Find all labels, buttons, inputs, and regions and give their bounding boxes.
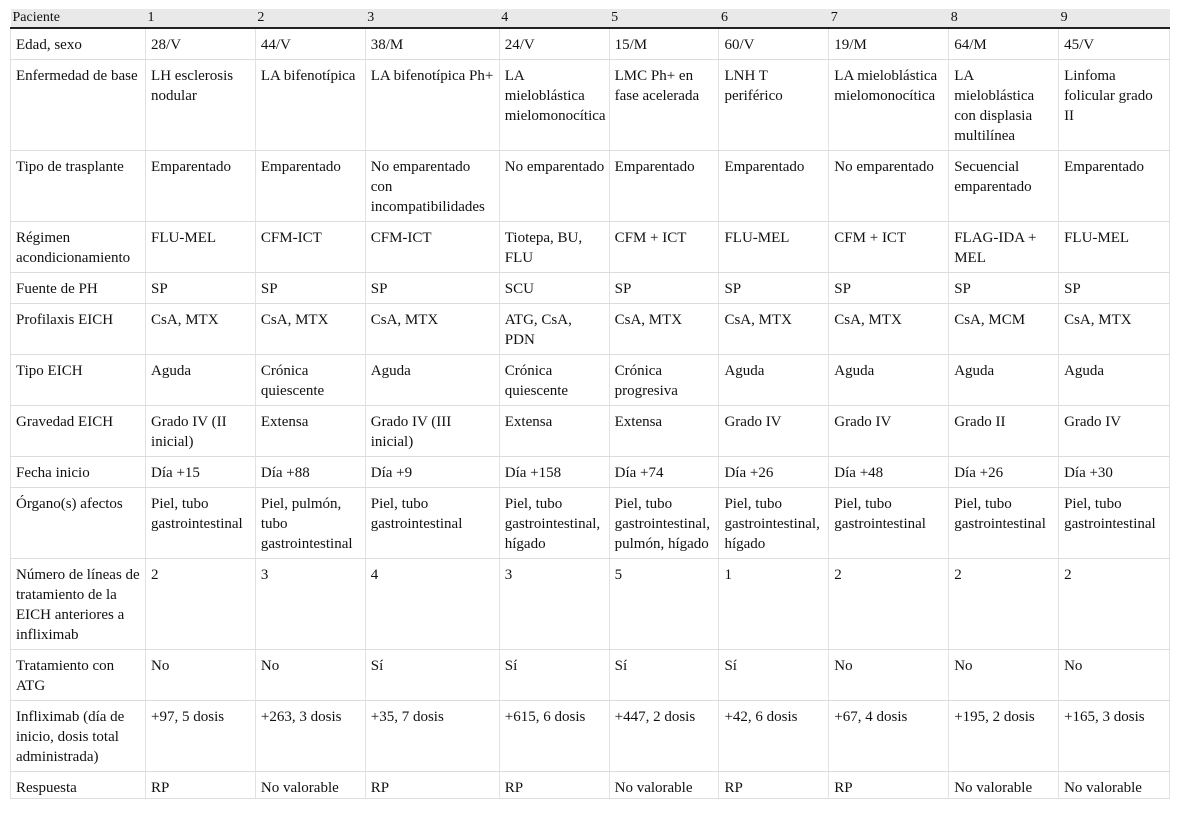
table-cell: Día +15: [146, 457, 256, 488]
row-label: Régimen acondicionamiento: [11, 222, 146, 273]
table-cell: Emparentado: [719, 151, 829, 222]
table-cell: No valorable: [1059, 772, 1170, 799]
table-cell: Día +26: [719, 457, 829, 488]
table-cell: Extensa: [499, 406, 609, 457]
table-cell: No: [829, 650, 949, 701]
table-cell: Grado IV (II inicial): [146, 406, 256, 457]
table-cell: 64/M: [949, 28, 1059, 60]
table-cell: Piel, tubo gastrointestinal, hígado: [719, 488, 829, 559]
table-cell: Crónica quiescente: [499, 355, 609, 406]
table-cell: No valorable: [255, 772, 365, 799]
table-cell: SP: [365, 273, 499, 304]
header-cell: 1: [146, 9, 256, 28]
table-cell: SP: [146, 273, 256, 304]
table-cell: Aguda: [829, 355, 949, 406]
table-cell: 3: [255, 559, 365, 650]
table-cell: 15/M: [609, 28, 719, 60]
table-cell: No emparentado: [499, 151, 609, 222]
table-body: [11, 28, 1170, 799]
table-cell: 38/M: [365, 28, 499, 60]
table-row: [11, 457, 1170, 488]
table-cell: 19/M: [829, 28, 949, 60]
table-cell: SP: [1059, 273, 1170, 304]
table-cell: Sí: [499, 650, 609, 701]
header-cell: 4: [499, 9, 609, 28]
table-cell: +42, 6 dosis: [719, 701, 829, 772]
table-row: [11, 60, 1170, 151]
table-cell: 3: [499, 559, 609, 650]
patient-table: [10, 9, 1170, 799]
header-cell: 2: [255, 9, 365, 28]
table-row: [11, 488, 1170, 559]
table-cell: LNH T periférico: [719, 60, 829, 151]
table-row: [11, 406, 1170, 457]
table-cell: Grado IV (III inicial): [365, 406, 499, 457]
table-cell: No: [949, 650, 1059, 701]
table-cell: SP: [949, 273, 1059, 304]
table-cell: Grado IV: [829, 406, 949, 457]
header-cell: 7: [829, 9, 949, 28]
table-cell: LA bifenotípica: [255, 60, 365, 151]
table-cell: CsA, MTX: [1059, 304, 1170, 355]
table-cell: FLU-MEL: [146, 222, 256, 273]
table-cell: 2: [146, 559, 256, 650]
table-cell: 28/V: [146, 28, 256, 60]
table-cell: FLAG-IDA + MEL: [949, 222, 1059, 273]
table-cell: +97, 5 dosis: [146, 701, 256, 772]
table-cell: 2: [949, 559, 1059, 650]
table-cell: SP: [255, 273, 365, 304]
table-cell: +447, 2 dosis: [609, 701, 719, 772]
row-label: Edad, sexo: [11, 28, 146, 60]
table-row: [11, 650, 1170, 701]
header-cell: 5: [609, 9, 719, 28]
table-cell: No: [255, 650, 365, 701]
table-cell: CsA, MTX: [146, 304, 256, 355]
header-cell: Paciente: [11, 9, 146, 28]
table-cell: +165, 3 dosis: [1059, 701, 1170, 772]
table-cell: No valorable: [949, 772, 1059, 799]
row-label: Tipo de trasplante: [11, 151, 146, 222]
table-cell: ATG, CsA, PDN: [499, 304, 609, 355]
header-cell: 8: [949, 9, 1059, 28]
table-cell: RP: [146, 772, 256, 799]
table-cell: 24/V: [499, 28, 609, 60]
header-cell: 6: [719, 9, 829, 28]
table-cell: Emparentado: [609, 151, 719, 222]
table-cell: Sí: [719, 650, 829, 701]
table-cell: LA mieloblástica mielomonocítica: [829, 60, 949, 151]
row-label: Órgano(s) afectos: [11, 488, 146, 559]
table-cell: Sí: [365, 650, 499, 701]
table-cell: Grado IV: [1059, 406, 1170, 457]
table-cell: +35, 7 dosis: [365, 701, 499, 772]
row-label: Tipo EICH: [11, 355, 146, 406]
table-cell: Piel, tubo gastrointestinal: [829, 488, 949, 559]
table-cell: CsA, MTX: [255, 304, 365, 355]
table-row: [11, 701, 1170, 772]
table-cell: Día +30: [1059, 457, 1170, 488]
table-cell: CsA, MTX: [719, 304, 829, 355]
table-cell: SCU: [499, 273, 609, 304]
table-cell: +615, 6 dosis: [499, 701, 609, 772]
table-cell: Crónica progresiva: [609, 355, 719, 406]
table-cell: Día +88: [255, 457, 365, 488]
table-cell: Grado II: [949, 406, 1059, 457]
table-cell: SP: [719, 273, 829, 304]
table-cell: Tiotepa, BU, FLU: [499, 222, 609, 273]
table-row: [11, 151, 1170, 222]
table-cell: CFM-ICT: [365, 222, 499, 273]
table-cell: Día +9: [365, 457, 499, 488]
table-cell: CsA, MTX: [829, 304, 949, 355]
table-cell: Día +74: [609, 457, 719, 488]
table-row: [11, 304, 1170, 355]
table-cell: FLU-MEL: [1059, 222, 1170, 273]
table-cell: Día +48: [829, 457, 949, 488]
table-cell: SP: [609, 273, 719, 304]
table-cell: 2: [829, 559, 949, 650]
table-cell: Aguda: [365, 355, 499, 406]
header-row: [11, 9, 1170, 28]
table-cell: Aguda: [719, 355, 829, 406]
table-cell: RP: [365, 772, 499, 799]
table-cell: 45/V: [1059, 28, 1170, 60]
table-cell: Día +158: [499, 457, 609, 488]
table-cell: CFM-ICT: [255, 222, 365, 273]
table-cell: No: [146, 650, 256, 701]
table-row: [11, 273, 1170, 304]
table-cell: Sí: [609, 650, 719, 701]
table-cell: LA mieloblástica con displasia multilínea: [949, 60, 1059, 151]
table-cell: LA bifenotípica Ph+: [365, 60, 499, 151]
table-row: [11, 355, 1170, 406]
row-label: Gravedad EICH: [11, 406, 146, 457]
table-cell: +263, 3 dosis: [255, 701, 365, 772]
table-cell: 60/V: [719, 28, 829, 60]
table-cell: Extensa: [609, 406, 719, 457]
table-cell: Crónica quiescente: [255, 355, 365, 406]
table-cell: 5: [609, 559, 719, 650]
table-cell: No emparentado: [829, 151, 949, 222]
table-cell: Grado IV: [719, 406, 829, 457]
table-row: [11, 772, 1170, 799]
table-cell: Piel, tubo gastrointestinal: [1059, 488, 1170, 559]
table-cell: Extensa: [255, 406, 365, 457]
table-cell: RP: [719, 772, 829, 799]
table-header: [11, 9, 1170, 28]
table-cell: Piel, tubo gastrointestinal, pulmón, hígado: [609, 488, 719, 559]
header-cell: 9: [1059, 9, 1170, 28]
table-cell: CsA, MTX: [609, 304, 719, 355]
table-cell: LH esclerosis nodular: [146, 60, 256, 151]
row-label: Tratamiento con ATG: [11, 650, 146, 701]
table-cell: No: [1059, 650, 1170, 701]
table-cell: No valorable: [609, 772, 719, 799]
row-label: Fuente de PH: [11, 273, 146, 304]
table-cell: Emparentado: [255, 151, 365, 222]
table-cell: 1: [719, 559, 829, 650]
table-cell: Piel, tubo gastrointestinal: [365, 488, 499, 559]
table-row: [11, 222, 1170, 273]
table-cell: Piel, pulmón, tubo gastrointestinal: [255, 488, 365, 559]
table-cell: Secuencial emparentado: [949, 151, 1059, 222]
table-row: [11, 28, 1170, 60]
table-cell: 44/V: [255, 28, 365, 60]
table-cell: SP: [829, 273, 949, 304]
patient-table-container: [10, 9, 1170, 799]
row-label: Respuesta: [11, 772, 146, 799]
row-label: Profilaxis EICH: [11, 304, 146, 355]
table-cell: Aguda: [1059, 355, 1170, 406]
table-cell: Aguda: [146, 355, 256, 406]
table-cell: Día +26: [949, 457, 1059, 488]
table-cell: CFM + ICT: [609, 222, 719, 273]
table-cell: Piel, tubo gastrointestinal, hígado: [499, 488, 609, 559]
table-cell: LA mieloblástica mielomonocítica: [499, 60, 609, 151]
header-cell: 3: [365, 9, 499, 28]
table-cell: Piel, tubo gastrointestinal: [949, 488, 1059, 559]
table-cell: RP: [499, 772, 609, 799]
table-cell: Piel, tubo gastrointestinal: [146, 488, 256, 559]
table-row: [11, 559, 1170, 650]
table-cell: CsA, MTX: [365, 304, 499, 355]
table-cell: +67, 4 dosis: [829, 701, 949, 772]
table-cell: CsA, MCM: [949, 304, 1059, 355]
row-label: Enfermedad de base: [11, 60, 146, 151]
table-cell: Emparentado: [146, 151, 256, 222]
table-cell: 2: [1059, 559, 1170, 650]
row-label: Número de líneas de tratamiento de la EICH anteriores a infliximab: [11, 559, 146, 650]
table-cell: Emparentado: [1059, 151, 1170, 222]
table-cell: LMC Ph+ en fase acelerada: [609, 60, 719, 151]
row-label: Infliximab (día de inicio, dosis total administrada): [11, 701, 146, 772]
table-cell: FLU-MEL: [719, 222, 829, 273]
table-cell: CFM + ICT: [829, 222, 949, 273]
table-cell: +195, 2 dosis: [949, 701, 1059, 772]
table-cell: Aguda: [949, 355, 1059, 406]
table-cell: No emparentado con incompatibilidades: [365, 151, 499, 222]
table-cell: Linfoma folicular grado II: [1059, 60, 1170, 151]
row-label: Fecha inicio: [11, 457, 146, 488]
table-cell: 4: [365, 559, 499, 650]
table-cell: RP: [829, 772, 949, 799]
